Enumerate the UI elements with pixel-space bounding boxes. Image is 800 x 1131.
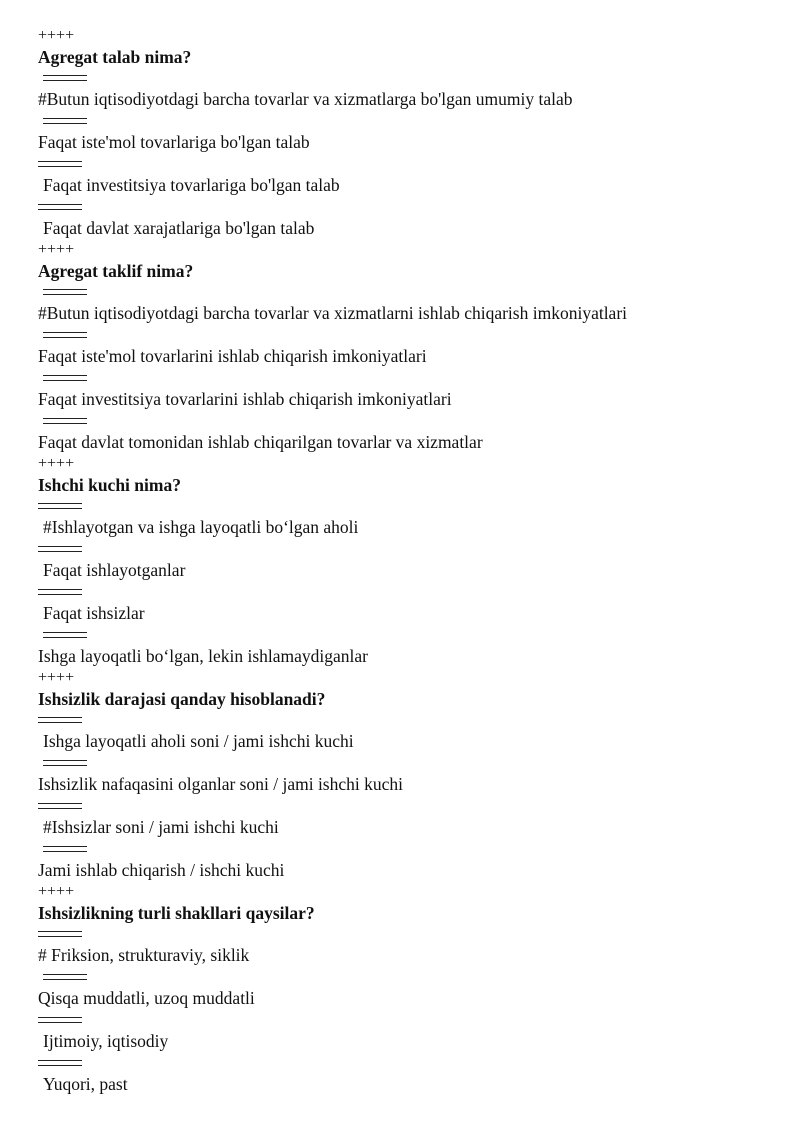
separator-line: [38, 589, 82, 595]
answer-separator: [38, 370, 778, 385]
answer-separator: [38, 1055, 778, 1070]
answer-separator: [38, 327, 778, 342]
answer-separator: [38, 498, 778, 513]
answer-separator: [38, 156, 778, 171]
separator-line: [43, 632, 87, 638]
question-text: Agregat talab nima?: [38, 47, 192, 67]
answer-separator: [38, 584, 778, 599]
question-block: [38, 28, 778, 242]
answer-option: #Butun iqtisodiyotdagi barcha tovarlar va xizmatlarga bo'lgan umumiy talab: [38, 89, 573, 109]
answer-separator: [38, 712, 778, 727]
separator-line: [43, 289, 87, 295]
question-text: Ishsizlikning turli shakllari qaysilar?: [38, 903, 315, 923]
answer-separator: [38, 284, 778, 299]
answer-option: #Butun iqtisodiyotdagi barcha tovarlar va xizmatlarni ishlab chiqarish imkoniyatlari: [38, 303, 628, 323]
answer-option: Ishga layoqatli bo‘lgan, lekin ishlamaydiganlar: [38, 646, 368, 666]
question-text: Agregat taklif nima?: [38, 261, 194, 281]
answer-option: Faqat ishsizlar: [43, 603, 145, 623]
separator-line: [38, 803, 82, 809]
question-block: [38, 670, 778, 884]
question-text: Ishsizlik darajasi qanday hisoblanadi?: [38, 689, 326, 709]
answer-separator: [38, 627, 778, 642]
separator-line: [38, 503, 82, 509]
question-marker: ++++: [38, 455, 75, 472]
separator-line: [43, 974, 87, 980]
answer-separator: [38, 413, 778, 428]
answer-separator: [38, 1012, 778, 1027]
answer-option: Qisqa muddatli, uzoq muddatli: [38, 988, 255, 1008]
separator-line: [38, 546, 82, 552]
separator-line: [38, 1060, 82, 1066]
question-block: [38, 242, 778, 456]
answer-option: Ijtimoiy, iqtisodiy: [43, 1031, 169, 1051]
answer-separator: [38, 969, 778, 984]
separator-line: [43, 332, 87, 338]
answer-option: Ishga layoqatli aholi soni / jami ishchi kuchi: [43, 731, 354, 751]
answer-option: Faqat investitsiya tovarlarini ishlab chiqarish imkoniyatlari: [38, 389, 452, 409]
answer-option: Faqat iste'mol tovarlarini ishlab chiqarish imkoniyatlari: [38, 346, 427, 366]
question-text: Ishchi kuchi nima?: [38, 475, 181, 495]
answer-option: Faqat investitsiya tovarlariga bo'lgan talab: [43, 175, 340, 195]
answer-separator: [38, 541, 778, 556]
answer-option: Faqat davlat tomonidan ishlab chiqarilgan tovarlar va xizmatlar: [38, 432, 483, 452]
answer-separator: [38, 755, 778, 770]
answer-option: Faqat iste'mol tovarlariga bo'lgan talab: [38, 132, 310, 152]
answer-separator: [38, 841, 778, 856]
separator-line: [38, 204, 82, 210]
question-block: [38, 456, 778, 670]
separator-line: [43, 375, 87, 381]
question-marker: ++++: [38, 241, 75, 258]
separator-line: [38, 717, 82, 723]
separator-line: [43, 846, 87, 852]
answer-separator: [38, 926, 778, 941]
separator-line: [38, 1017, 82, 1023]
question-marker: ++++: [38, 27, 75, 44]
answer-separator: [38, 199, 778, 214]
separator-line: [38, 161, 82, 167]
answer-option: Ishsizlik nafaqasini olganlar soni / jami ishchi kuchi: [38, 774, 403, 794]
question-block: [38, 884, 778, 1098]
answer-separator: [38, 113, 778, 128]
answer-option: Faqat ishlayotganlar: [43, 560, 186, 580]
answer-separator: [38, 70, 778, 85]
separator-line: [43, 418, 87, 424]
answer-option: Yuqori, past: [43, 1074, 128, 1094]
separator-line: [43, 75, 87, 81]
answer-option: Jami ishlab chiqarish / ishchi kuchi: [38, 860, 285, 880]
answer-option: #Ishlayotgan va ishga layoqatli bo‘lgan aholi: [43, 517, 359, 537]
answer-option: # Friksion, strukturaviy, siklik: [38, 945, 250, 965]
separator-line: [38, 931, 82, 937]
question-marker: ++++: [38, 669, 75, 686]
answer-separator: [38, 798, 778, 813]
answer-option: Faqat davlat xarajatlariga bo'lgan talab: [43, 218, 315, 238]
separator-line: [43, 760, 87, 766]
answer-option: #Ishsizlar soni / jami ishchi kuchi: [43, 817, 279, 837]
document-page: [38, 28, 778, 1098]
separator-line: [43, 118, 87, 124]
question-marker: ++++: [38, 883, 75, 900]
